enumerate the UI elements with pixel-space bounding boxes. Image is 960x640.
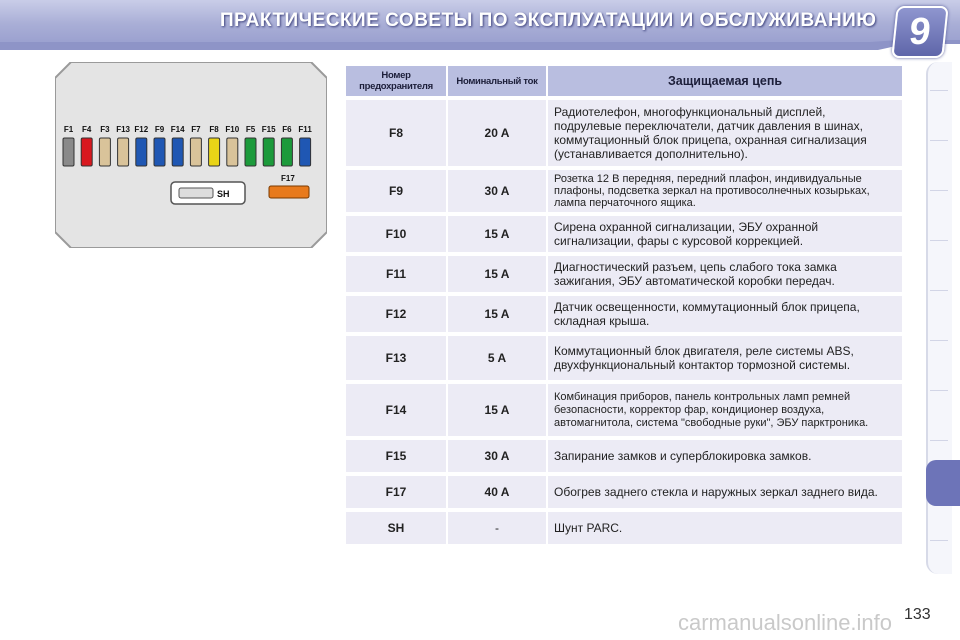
rail-notch <box>930 540 948 541</box>
fuse-label-f13: F13 <box>116 125 130 134</box>
circuit-description-cell: Шунт PARC. <box>548 512 902 544</box>
circuit-description-cell: Комбинация приборов, панель контрольных ламп ремней безопасности, корректор фар, кондиционер воздуха, автомагнитола, система "свободные руки", ЭБУ парктроника. <box>548 384 902 436</box>
fuse-id-cell: F13 <box>346 336 446 380</box>
fuse-f6-body <box>281 138 292 166</box>
column-header-fuse: Номер предохранителя <box>346 66 446 96</box>
table-row <box>346 512 902 544</box>
circuit-description-cell: Розетка 12 В передняя, передний плафон, индивидуальные плафоны, подсветка зеркал на противосолнечных козырьках, лампа перчаточного ящика. <box>548 170 902 212</box>
fuse-label-f5: F5 <box>245 125 256 134</box>
fuse-rating-cell: 5 A <box>448 336 546 380</box>
fuse-label-f1: F1 <box>63 125 74 134</box>
fuse-label-f9: F9 <box>154 125 165 134</box>
fuse-rating-cell: 15 A <box>448 296 546 332</box>
fuse-id-cell: F11 <box>346 256 446 292</box>
fuse-label-f11: F11 <box>298 125 312 134</box>
table-header-row <box>346 66 902 96</box>
fuse-label-f15: F15 <box>261 125 276 134</box>
fuse-f11-body <box>300 138 311 166</box>
fuse-rating-cell: - <box>448 512 546 544</box>
table-row <box>346 336 902 380</box>
fuse-label-f6: F6 <box>282 125 292 134</box>
circuit-description-cell: Запирание замков и суперблокировка замков. <box>548 440 902 472</box>
watermark: carmanualsonline.info <box>678 610 893 635</box>
fuse-box-diagram <box>55 62 327 248</box>
fuse-rating-cell: 40 A <box>448 476 546 508</box>
fuse-id-cell: F9 <box>346 170 446 212</box>
table-row <box>346 296 902 332</box>
fuse-rating-cell: 15 A <box>448 256 546 292</box>
fuse-f14-body <box>172 138 183 166</box>
rail-notch <box>930 340 948 341</box>
fuse-id-cell: F14 <box>346 384 446 436</box>
page-title: ПРАКТИЧЕСКИЕ СОВЕТЫ ПО ЭКСПЛУАТАЦИИ И ОБСЛУЖИВАНИЮ <box>220 10 877 31</box>
fuse-f15-body <box>263 138 274 166</box>
shunt-label: SH <box>217 189 230 199</box>
fuse-f13-body <box>118 138 129 166</box>
circuit-description-cell: Коммутационный блок двигателя, реле системы ABS, двухфункциональный контактор тормозной системы. <box>548 336 902 380</box>
circuit-description-cell: Радиотелефон, многофункциональный дисплей, подрулевые переключатели, датчик давления в шинах, коммутационный блок прицепа, охранная сигнализация (устанавливается дополнительно). <box>548 100 902 166</box>
fuse-id-cell: F12 <box>346 296 446 332</box>
fuse-f8-body <box>209 138 220 166</box>
rail-notch <box>930 140 948 141</box>
fuse-rating-cell: 30 A <box>448 440 546 472</box>
column-header-current: Номинальный ток <box>448 66 546 96</box>
rail-notch <box>930 190 948 191</box>
fuse-f3-body <box>99 138 110 166</box>
fuse-f1-body <box>63 138 74 166</box>
table-row <box>346 216 902 252</box>
table-row <box>346 440 902 472</box>
table-row <box>346 170 902 212</box>
fuse-id-cell: SH <box>346 512 446 544</box>
circuit-description-cell: Диагностический разъем, цепь слабого тока замка зажигания, ЭБУ автоматической коробки передач. <box>548 256 902 292</box>
fuse-label-f7: F7 <box>191 125 201 134</box>
fuse-f12-body <box>136 138 147 166</box>
f17-label: F17 <box>281 174 295 183</box>
table-row <box>346 256 902 292</box>
fuse-rating-cell: 15 A <box>448 216 546 252</box>
circuit-description-cell: Сирена охранной сигнализации, ЭБУ охранной сигнализации, фары с курсовой коррекцией. <box>548 216 902 252</box>
fuse-rating-cell: 20 A <box>448 100 546 166</box>
shunt-icon <box>179 188 213 198</box>
chapter-number-badge: 9 <box>891 6 948 58</box>
fuse-f17-body <box>269 186 309 198</box>
header-swoosh <box>0 40 960 52</box>
fuse-id-cell: F15 <box>346 440 446 472</box>
fuse-rating-cell: 30 A <box>448 170 546 212</box>
chapter-tab-active[interactable] <box>926 460 960 506</box>
fuse-label-f12: F12 <box>134 125 149 134</box>
fuse-label-f8: F8 <box>209 125 219 134</box>
fuse-id-cell: F8 <box>346 100 446 166</box>
fuse-table <box>344 62 904 548</box>
fuse-f9-body <box>154 138 165 166</box>
fuse-id-cell: F17 <box>346 476 446 508</box>
rail-notch <box>930 390 948 391</box>
rail-notch <box>930 90 948 91</box>
fuse-id-cell: F10 <box>346 216 446 252</box>
circuit-description-cell: Датчик освещенности, коммутационный блок прицепа, складная крыша. <box>548 296 902 332</box>
rail-notch <box>930 240 948 241</box>
table-row <box>346 384 902 436</box>
fuse-f4-body <box>81 138 92 166</box>
fuse-f7-body <box>190 138 201 166</box>
circuit-description-cell: Обогрев заднего стекла и наружных зеркал заднего вида. <box>548 476 902 508</box>
fuse-f5-body <box>245 138 256 166</box>
table-row <box>346 100 902 166</box>
page-number: 133 <box>904 606 931 623</box>
fuse-label-f10: F10 <box>225 125 240 134</box>
fuse-label-f4: F4 <box>82 125 92 134</box>
rail-notch <box>930 440 948 441</box>
fuse-rating-cell: 15 A <box>448 384 546 436</box>
fuse-label-f14: F14 <box>170 125 185 134</box>
rail-notch <box>930 290 948 291</box>
fuse-label-f3: F3 <box>100 125 110 134</box>
fuse-f10-body <box>227 138 238 166</box>
table-row <box>346 476 902 508</box>
column-header-circuit: Защищаемая цепь <box>548 66 902 96</box>
